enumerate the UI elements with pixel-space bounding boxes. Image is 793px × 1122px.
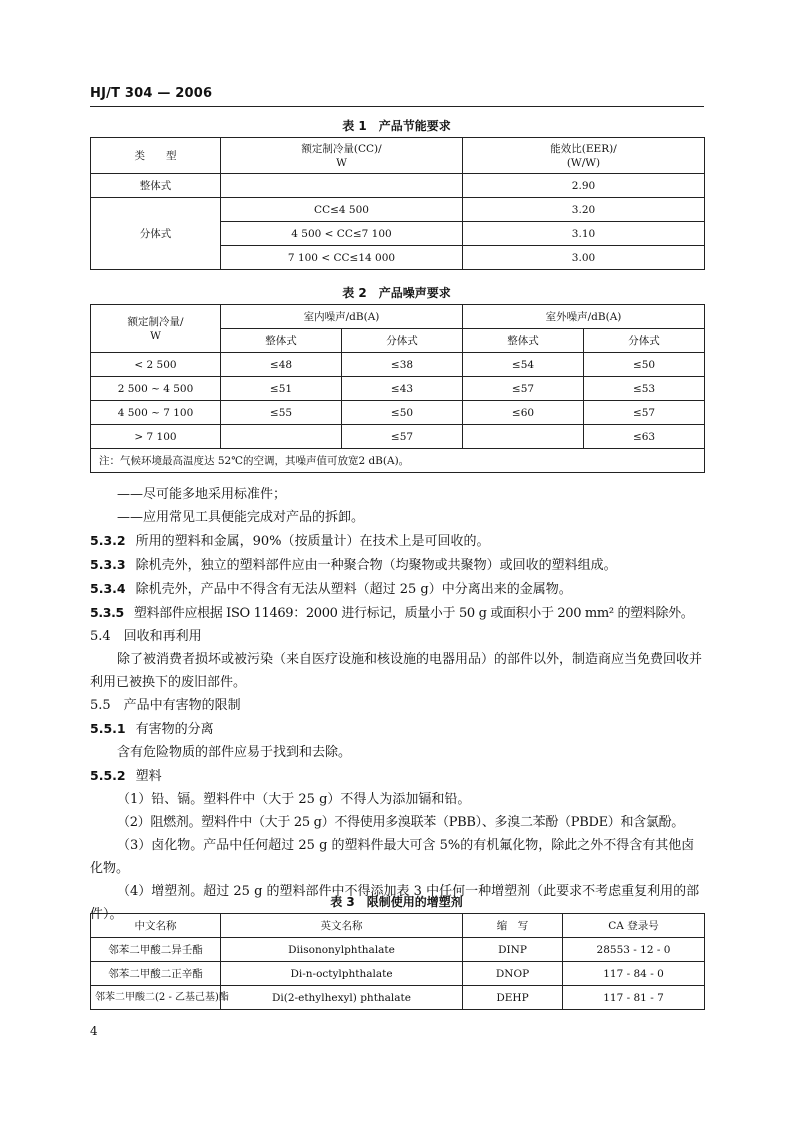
clause-5-5-2 — [90, 764, 704, 788]
section-5-5-heading: 5.5 产品中有害物的限制 — [90, 698, 241, 713]
table3-row — [91, 938, 705, 962]
table2-in-split: ≤57 — [342, 425, 463, 449]
dash-item: ——尽可能多地采用标准件； — [117, 487, 287, 502]
table1-split-eer: 3.10 — [463, 222, 705, 246]
clause-number: 5.3.3 — [90, 557, 126, 572]
table1-col-eer-unit: (W/W) — [566, 156, 601, 169]
plastic-item-1: （1）铅、镉。塑料件中（大于 25 g）不得人为添加镉和铅。 — [117, 792, 471, 807]
table2-col-cc — [91, 305, 221, 353]
clause-5-3-3 — [90, 553, 704, 577]
table1-split-eer: 3.20 — [463, 198, 705, 222]
plastic-item-2: （2）阻燃剂。塑料件中（大于 25 g）不得使用多溴联苯（PBB）、多溴二苯酚（PBDE）和含氯酚。 — [117, 815, 684, 830]
page-number: 4 — [90, 1024, 98, 1038]
standard-code-header: HJ/T 304 — 2006 — [90, 86, 213, 101]
table3-ca: 117 - 84 - 0 — [563, 962, 705, 986]
clause-text: 塑料部件应根据 ISO 11469：2000 进行标记，质量小于 50 g 或面积小于 200 mm² 的塑料除外。 — [133, 606, 694, 621]
table2-out-int: ≤57 — [463, 377, 584, 401]
table2-in-int — [221, 425, 342, 449]
table2-row — [91, 353, 705, 377]
table2-out-int: ≤60 — [463, 401, 584, 425]
clause-5-5-1-text: 含有危险物质的部件应易于找到和去除。 — [117, 745, 352, 760]
table3-plasticizers — [90, 913, 705, 1010]
clause-5-3-5 — [90, 601, 704, 625]
table1-col-eer — [463, 138, 705, 174]
table3-abbr: DEHP — [463, 986, 563, 1010]
table2-out-split: ≤53 — [584, 377, 705, 401]
table2-col-cc-unit: W — [150, 329, 161, 342]
table3-ca: 117 - 81 - 7 — [563, 986, 705, 1010]
table3-abbr: DINP — [463, 938, 563, 962]
clause-number: 5.3.4 — [90, 581, 126, 596]
clause-title: 塑料 — [135, 769, 162, 784]
table1-split-cc: CC≤4 500 — [221, 198, 463, 222]
table1-integral-cc — [221, 174, 463, 198]
table2-in-split: ≤38 — [342, 353, 463, 377]
plastic-item-3: （3）卤化物。产品中任何超过 25 g 的塑料件最大可含 5%的有机氟化物，除此之外不得含有其他卤化物。 — [90, 838, 695, 876]
table2-note-row — [91, 449, 705, 473]
table3-abbr: DNOP — [463, 962, 563, 986]
table1-col-cc-label: 额定制冷量(CC)/ — [301, 142, 382, 155]
table3-col-ca: CA 登录号 — [563, 914, 705, 938]
table2-out-split: ≤63 — [584, 425, 705, 449]
table3-col-en: 英文名称 — [221, 914, 463, 938]
table2-in-int: ≤48 — [221, 353, 342, 377]
clause-number: 5.3.5 — [90, 605, 124, 620]
table3-row — [91, 986, 705, 1010]
table2-in-int: ≤51 — [221, 377, 342, 401]
table2-col-cc-label: 额定制冷量/ — [127, 315, 184, 328]
table2-in-int: ≤55 — [221, 401, 342, 425]
table2-out-int — [463, 425, 584, 449]
table1-integral-eer: 2.90 — [463, 174, 705, 198]
clause-number: 5.3.2 — [90, 533, 126, 548]
section-5-4-text — [90, 648, 704, 694]
table2-sub-outdoor-split: 分体式 — [584, 329, 705, 353]
table2-cc: < 2 500 — [91, 353, 221, 377]
table2-sub-indoor-integral: 整体式 — [221, 329, 342, 353]
table2-row — [91, 425, 705, 449]
table1-col-eer-label: 能效比(EER)/ — [550, 142, 617, 155]
table2-cc: 2 500 ~ 4 500 — [91, 377, 221, 401]
table1-col-type: 类 型 — [91, 138, 221, 174]
clause-number: 5.5.1 — [90, 721, 126, 736]
table1-split-eer: 3.00 — [463, 246, 705, 270]
table2-note: 注：气候环境最高温度达 52℃的空调，其噪声值可放宽2 dB(A)。 — [91, 449, 705, 473]
clause-5-3-2 — [90, 529, 704, 553]
table2-noise — [90, 304, 705, 473]
section-5-4-body: 除了被消费者损坏或被污染（来自医疗设施和核设施的电器用品）的部件以外，制造商应当免费回收并利用已被换下的废旧部件。 — [90, 652, 703, 690]
table2-out-split: ≤50 — [584, 353, 705, 377]
table3-cn: 邻苯二甲酸二(2 - 乙基己基)酯 — [91, 986, 221, 1010]
table3-col-cn: 中文名称 — [91, 914, 221, 938]
plastic-item-4: （4）增塑剂。超过 25 g 的塑料部件中不得添加表 3 中任何一种增塑剂（此要求不考虑重复利用的部件）。 — [90, 884, 700, 922]
table2-sub-indoor-split: 分体式 — [342, 329, 463, 353]
table2-caption: 表 2 产品噪声要求 — [342, 286, 451, 300]
clause-text: 除机壳外，产品中不得含有无法从塑料（超过 25 g）中分离出来的金属物。 — [135, 582, 572, 597]
table1-integral-label: 整体式 — [91, 174, 221, 198]
table1-split-label: 分体式 — [91, 198, 221, 270]
table3-header-row — [91, 914, 705, 938]
table3-en: Di(2-ethylhexyl) phthalate — [221, 986, 463, 1010]
table1-caption: 表 1 产品节能要求 — [342, 119, 451, 133]
dash-item: ——应用常见工具便能完成对产品的拆卸。 — [117, 510, 365, 525]
table2-col-indoor: 室内噪声/dB(A) — [221, 305, 463, 329]
table2-row — [91, 377, 705, 401]
table1-split-cc: 7 100 < CC≤14 000 — [221, 246, 463, 270]
table1-split-cc: 4 500 < CC≤7 100 — [221, 222, 463, 246]
clause-5-5-1 — [90, 717, 704, 741]
table3-caption: 表 3 限制使用的增塑剂 — [330, 895, 463, 909]
clause-text: 所用的塑料和金属，90%（按质量计）在技术上是可回收的。 — [135, 534, 490, 549]
table3-row — [91, 962, 705, 986]
clause-number: 5.5.2 — [90, 768, 126, 783]
table3-ca: 28553 - 12 - 0 — [563, 938, 705, 962]
table2-in-split: ≤50 — [342, 401, 463, 425]
table2-cc: 4 500 ~ 7 100 — [91, 401, 221, 425]
table1-energy — [90, 137, 705, 270]
table1-col-cc — [221, 138, 463, 174]
table1-col-cc-unit: W — [336, 156, 347, 169]
clause-text: 除机壳外，独立的塑料部件应由一种聚合物（均聚物或共聚物）或回收的塑料组成。 — [135, 558, 617, 573]
clause-title: 有害物的分离 — [135, 722, 214, 737]
table1-row-split-1 — [91, 198, 705, 222]
table3-en: Diisononylphthalate — [221, 938, 463, 962]
table2-row — [91, 401, 705, 425]
table2-cc: > 7 100 — [91, 425, 221, 449]
table2-out-split: ≤57 — [584, 401, 705, 425]
header-rule — [90, 106, 704, 107]
table2-header-row — [91, 305, 705, 329]
table3-cn: 邻苯二甲酸二异壬酯 — [91, 938, 221, 962]
table3-cn: 邻苯二甲酸二正辛酯 — [91, 962, 221, 986]
table2-sub-outdoor-integral: 整体式 — [463, 329, 584, 353]
clause-5-3-4 — [90, 577, 704, 601]
table1-row-integral — [91, 174, 705, 198]
section-5-4-heading: 5.4 回收和再利用 — [90, 629, 202, 644]
body-text — [90, 483, 704, 926]
table3-en: Di-n-octylphthalate — [221, 962, 463, 986]
table3-col-abbr: 缩 写 — [463, 914, 563, 938]
table2-col-outdoor: 室外噪声/dB(A) — [463, 305, 705, 329]
table1-header-row — [91, 138, 705, 174]
table2-out-int: ≤54 — [463, 353, 584, 377]
table2-in-split: ≤43 — [342, 377, 463, 401]
